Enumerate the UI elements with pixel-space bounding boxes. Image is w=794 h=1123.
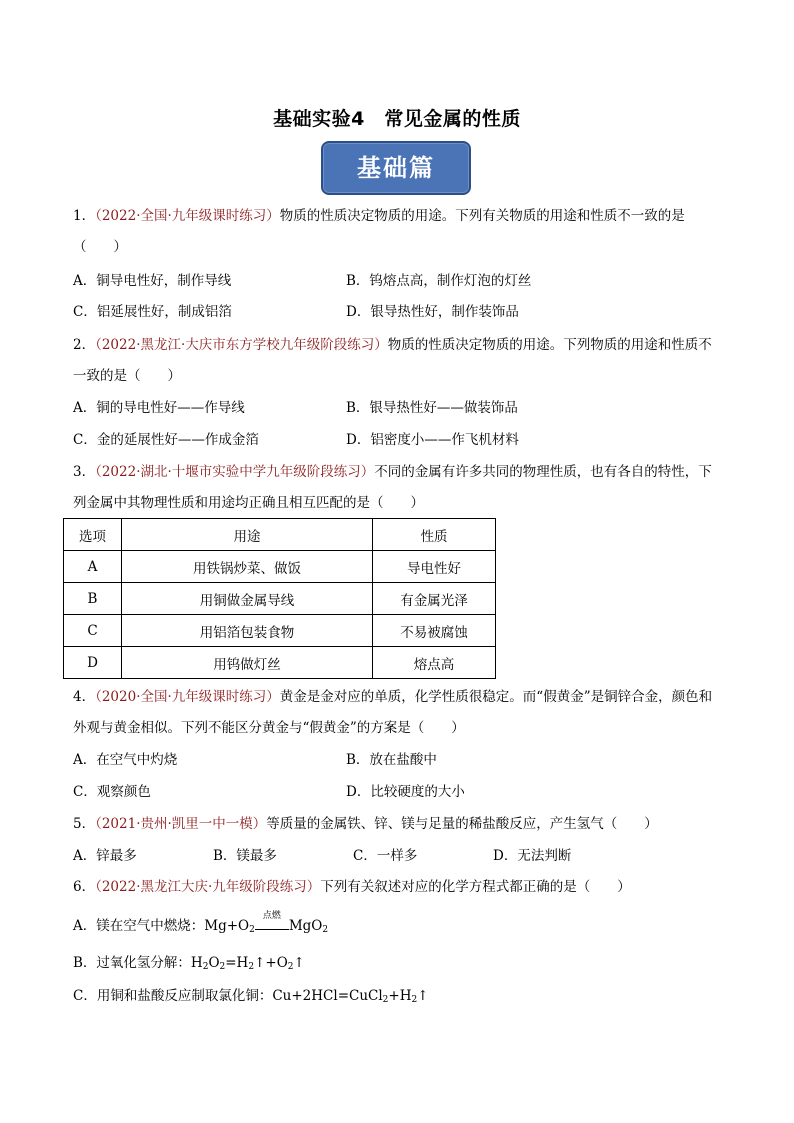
question-4-options-row2 xyxy=(73,783,465,801)
option-c: C．观察颜色 xyxy=(73,784,151,800)
table-header: 性质 xyxy=(373,519,496,551)
question-source: （2021·贵州·凯里一中一模） xyxy=(95,816,267,832)
question-3-stem-cont: 列金属中其物理性质和用途均正确且相互匹配的是（ ） xyxy=(73,495,424,511)
question-3-table xyxy=(63,518,496,679)
table-row xyxy=(64,583,496,615)
reaction-condition: 点燃 xyxy=(255,920,289,930)
question-6-stem: 6．（2022·黑龙江大庆·九年级阶段练习）下列有关叙述对应的化学方程式都正确的是（ ） xyxy=(73,879,631,895)
question-1-options-row2 xyxy=(73,303,519,321)
table-cell: 有金属光泽 xyxy=(373,583,496,615)
page-title: 基础实验4 常见金属的性质 xyxy=(273,108,521,130)
table-cell: A xyxy=(64,551,122,583)
table-cell: 用铜做金属导线 xyxy=(122,583,373,615)
question-source: （2022·黑龙江大庆·九年级阶段练习） xyxy=(95,879,321,895)
question-2-stem: 2．（2022·黑龙江·大庆市东方学校九年级阶段练习）物质的性质决定物质的用途。下列物质的用途和性质不 xyxy=(73,337,712,353)
option-a: A．铜导电性好，制作导线 xyxy=(73,273,232,289)
section-banner: 基础篇 xyxy=(321,141,471,195)
question-5-options xyxy=(73,847,571,865)
option-a: A．在空气中灼烧 xyxy=(73,752,178,768)
option-d: D．比较硬度的大小 xyxy=(346,784,465,800)
option-d: D．银导热性好，制作装饰品 xyxy=(346,304,519,320)
option-b: B．镁最多 xyxy=(213,848,277,864)
question-source: （2020·全国·九年级课时练习） xyxy=(95,689,280,705)
question-6-option-a: A．镁在空气中燃烧：$Mg+O_2$ 点燃 MgO$_2$ xyxy=(73,911,329,935)
table-cell: C xyxy=(64,615,122,647)
option-c: C．金的延展性好——作成金箔 xyxy=(73,432,259,448)
table-cell: 导电性好 xyxy=(373,551,496,583)
table-row xyxy=(64,551,496,583)
option-b: B．放在盐酸中 xyxy=(346,752,437,768)
table-header: 选项 xyxy=(64,519,122,551)
option-d: D．无法判断 xyxy=(493,848,572,864)
question-source: （2022·湖北·十堰市实验中学九年级阶段练习） xyxy=(95,464,375,480)
table-cell: 不易被腐蚀 xyxy=(373,615,496,647)
question-3-stem: 3．（2022·湖北·十堰市实验中学九年级阶段练习）不同的金属有许多共同的物理性质，也有各自的特性，下 xyxy=(73,464,712,480)
table-cell: 用铁锅炒菜、做饭 xyxy=(122,551,373,583)
question-6-option-b: B．过氧化氢分解：$H_2O_2=H_2↑+O_2↑$ xyxy=(73,955,305,972)
question-1-options-row1 xyxy=(73,272,532,290)
table-cell: B xyxy=(64,583,122,615)
question-source: （2022·黑龙江·大庆市东方学校九年级阶段练习） xyxy=(95,337,388,353)
option-a: A．锌最多 xyxy=(73,848,137,864)
option-a: A．铜的导电性好——作导线 xyxy=(73,400,245,416)
option-d: D．铝密度小——作飞机材料 xyxy=(346,432,519,448)
question-4-stem: 4．（2020·全国·九年级课时练习）黄金是金对应的单质，化学性质很稳定。而“假黄金”是铜锌合金，颜色和 xyxy=(73,689,713,705)
question-2-options-row1 xyxy=(73,399,518,417)
table-header-row xyxy=(64,519,496,551)
question-1-stem: 1．（2022·全国·九年级课时练习）物质的性质决定物质的用途。下列有关物质的用途和性质不一致的是 xyxy=(73,208,685,224)
table-row xyxy=(64,615,496,647)
table-header: 用途 xyxy=(122,519,373,551)
option-b: B．银导热性好——做装饰品 xyxy=(346,400,518,416)
table-cell: 用铝箔包装食物 xyxy=(122,615,373,647)
table-cell: D xyxy=(64,647,122,679)
question-source: （2022·全国·九年级课时练习） xyxy=(95,208,280,224)
option-c: C．一样多 xyxy=(353,848,418,864)
question-4-options-row1 xyxy=(73,751,437,769)
question-1-paren: （ ） xyxy=(73,239,127,255)
option-b: B．钨熔点高，制作灯泡的灯丝 xyxy=(346,273,532,289)
question-2-stem-cont: 一致的是（ ） xyxy=(73,368,181,384)
question-5-stem: 5．（2021·贵州·凯里一中一模）等质量的金属铁、锌、镁与足量的稀盐酸反应，产生氢气（ ） xyxy=(73,816,658,832)
table-cell: 熔点高 xyxy=(373,647,496,679)
question-4-stem-cont: 外观与黄金相似。下列不能区分黄金与“假黄金”的方案是（ ） xyxy=(73,720,465,736)
question-2-options-row2 xyxy=(73,431,519,449)
table-row xyxy=(64,647,496,679)
question-6-option-c: C．用铜和盐酸反应制取氯化铜：$Cu+2HCl=CuCl_2+H_2↑$ xyxy=(73,988,429,1005)
table-cell: 用钨做灯丝 xyxy=(122,647,373,679)
option-c: C．铝延展性好，制成铝箔 xyxy=(73,304,232,320)
